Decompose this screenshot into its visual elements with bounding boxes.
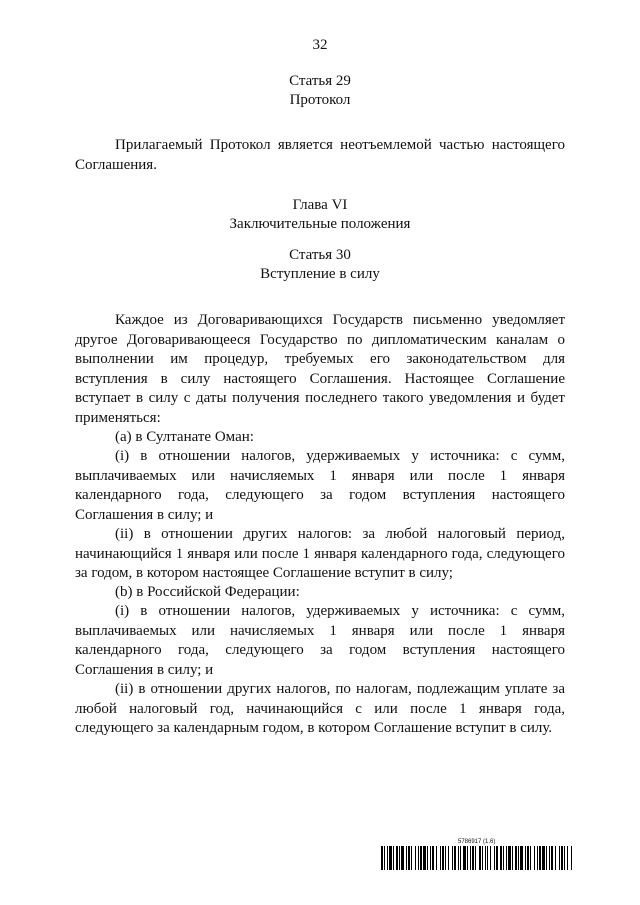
barcode-bar <box>472 846 474 870</box>
barcode-bar <box>384 846 385 870</box>
barcode-bar <box>555 846 556 870</box>
barcode-bar <box>490 846 491 870</box>
barcode-bar <box>389 846 392 870</box>
barcode-bar <box>418 846 419 870</box>
barcode-bar <box>496 846 498 870</box>
barcode-bar <box>475 846 476 870</box>
barcode-bar <box>458 846 459 870</box>
barcode-bar <box>571 846 572 870</box>
barcode-bar <box>515 846 517 870</box>
protocol-paragraph: Прилагаемый Протокол является неотъемлемой частью настоящего Соглашения. <box>75 137 565 173</box>
article-30-title: Вступление в силу <box>260 266 380 282</box>
barcode-bar <box>567 846 568 870</box>
barcode-caption: 5786917 (1.6) <box>458 839 496 845</box>
barcode-bar <box>527 846 529 870</box>
article-30-number: Статья 30 <box>289 247 351 263</box>
barcode-bar <box>415 846 416 870</box>
russia-item-i: (i) в отношении налогов, удерживаемых у источника: с сумм, выплачиваемых или начисляемых 1 января или после 1 января календарного года, следующего за годом вступления настоящего Соглашения в силу; и <box>75 603 565 678</box>
barcode-bar <box>452 846 453 870</box>
barcode-bar <box>559 846 560 870</box>
barcode-block <box>381 839 573 870</box>
barcode-bar <box>430 846 431 870</box>
barcode-bar <box>406 846 407 870</box>
barcode-bar <box>463 846 466 870</box>
barcode-bar <box>539 846 541 870</box>
barcode-bar <box>393 846 394 870</box>
barcode-bar <box>534 846 535 870</box>
barcode-bar <box>561 846 563 870</box>
barcode-bar <box>564 846 565 870</box>
page-number: 32 <box>312 37 328 53</box>
barcode-bar <box>551 846 553 870</box>
article-29-number: Статья 29 <box>289 73 351 89</box>
oman-label: (a) в Султанате Оман: <box>115 429 254 445</box>
barcode-bar <box>470 846 471 870</box>
barcode-bar <box>440 846 441 870</box>
entry-into-force-paragraph: Каждое из Договаривающихся Государств письменно уведомляет другое Договаривающееся Государство по дипломатическим каналам о выполнении им процедур, требуемых его законодательством для вступления в силу настоящего Соглашения. Настоящее Соглашение вступает в силу с даты получения последнего такого уведомления и будет применяться: <box>75 312 565 426</box>
barcode-image <box>381 846 573 870</box>
barcode-bar <box>448 846 449 870</box>
barcode-bar <box>381 846 383 870</box>
russia-item-ii: (ii) в отношении других налогов, по налогам, подлежащим уплате за любой налоговый год, начинающийся с или после 1 января года, следующего за календарным годом, в котором Соглашение вступит в силу. <box>75 681 565 736</box>
chapter-title: Заключительные положения <box>229 216 411 232</box>
article-29-title: Протокол <box>289 92 351 108</box>
barcode-bar <box>542 846 545 870</box>
barcode-bar <box>387 846 388 870</box>
barcode-bar <box>396 846 398 870</box>
barcode-bar <box>399 846 400 870</box>
barcode-bar <box>420 846 422 870</box>
barcode-bar <box>427 846 428 870</box>
barcode-bar <box>549 846 550 870</box>
barcode-bar <box>530 846 531 870</box>
barcode-bar <box>432 846 434 870</box>
barcode-bar <box>494 846 495 870</box>
barcode-bar <box>479 846 481 870</box>
barcode-bar <box>520 846 523 870</box>
barcode-bar <box>487 846 488 870</box>
barcode-bar <box>408 846 410 870</box>
barcode-bar <box>442 846 444 870</box>
barcode-bar <box>401 846 404 870</box>
oman-item-i: (i) в отношении налогов, удерживаемых у источника: с сумм, выплачиваемых или начисляемых 1 января или после 1 января календарного года, следующего за годом вступления настоящего Соглашения в силу; и <box>75 448 565 523</box>
barcode-bar <box>512 846 513 870</box>
chapter-number: Глава VI <box>292 197 348 213</box>
barcode-bar <box>482 846 483 870</box>
barcode-bar <box>460 846 461 870</box>
oman-item-ii: (ii) в отношении других налогов: за любой налоговый период, начинающийся 1 января или после 1 января календарного года, следующего за годом, в котором настоящее Соглашение вступит в силу; <box>75 526 565 581</box>
barcode-bar <box>445 846 446 870</box>
barcode-bar <box>485 846 486 870</box>
barcode-bar <box>503 846 504 870</box>
barcode-bar <box>508 846 511 870</box>
barcode-bar <box>537 846 538 870</box>
barcode-bar <box>436 846 437 870</box>
barcode-bar <box>467 846 468 870</box>
barcode-bar <box>546 846 547 870</box>
barcode-bar <box>454 846 456 870</box>
barcode-bar <box>506 846 507 870</box>
barcode-bar <box>518 846 519 870</box>
russia-label: (b) в Российской Федерации: <box>115 584 300 600</box>
barcode-bar <box>500 846 502 870</box>
barcode-bar <box>411 846 412 870</box>
barcode-bar <box>423 846 426 870</box>
barcode-bar <box>525 846 526 870</box>
